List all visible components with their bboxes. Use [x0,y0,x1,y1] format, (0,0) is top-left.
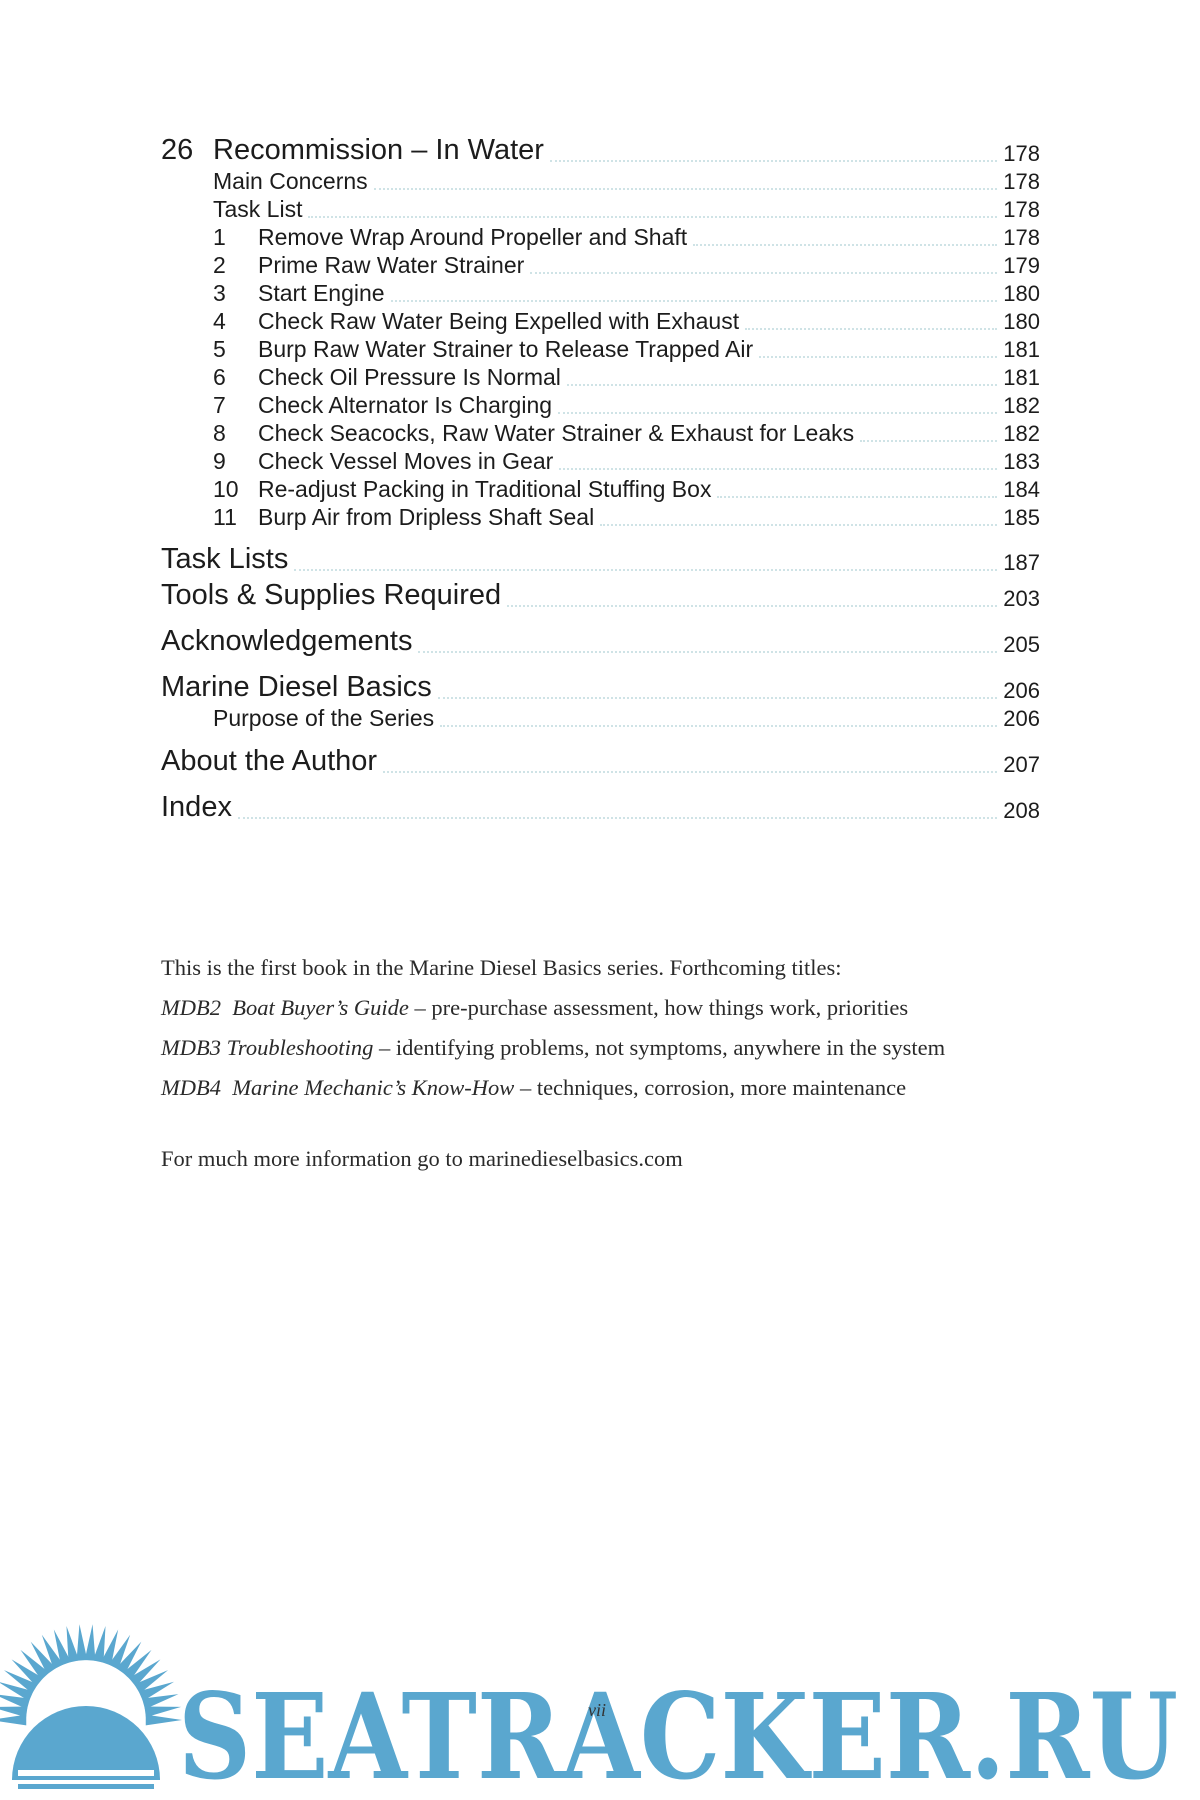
task-title-text: Check Alternator Is Charging [258,392,553,418]
toc-task-row[interactable] [161,307,1040,335]
dot-leader [391,299,998,302]
dot-leader [507,604,997,607]
toc-task-row[interactable] [161,419,1040,447]
series-title-mdb3 [161,1028,1061,1068]
page-number: 207 [1003,752,1040,777]
chapter-number: 26 [161,134,194,166]
chapter-title-text: Recommission – In Water [213,134,544,166]
toc-chapter-title [161,134,544,167]
series-announcement [161,948,1061,1108]
series-title-mdb4 [161,1068,1061,1108]
page-number: 179 [1003,253,1040,278]
task-number: 9 [213,448,226,474]
toc-purpose-of-series[interactable] [161,704,1040,732]
dot-leader [559,467,997,470]
toc-task-row[interactable] [161,363,1040,391]
task-title-text: Burp Raw Water Strainer to Release Trapped Air [258,336,754,362]
task-title [213,280,385,307]
task-title [213,504,594,531]
series-title-mdb2 [161,988,1061,1028]
dot-leader [418,650,997,653]
series-code: MDB4 [161,1075,221,1100]
page-number: 206 [1003,706,1040,731]
section-title: Task List [213,196,303,222]
page-number: 208 [1003,798,1040,823]
dot-leader [693,243,997,246]
page-number: 182 [1003,393,1040,418]
entry-title: About the Author [161,745,378,777]
task-number: 7 [213,392,226,418]
watermark-text: SEATRACKER.RU [178,1667,1178,1800]
series-name: Troubleshooting [226,1035,374,1060]
task-number: 11 [213,504,237,530]
series-code: MDB2 [161,995,221,1020]
dot-leader [383,770,997,773]
toc-task-row[interactable] [161,251,1040,279]
task-title-text: Remove Wrap Around Propeller and Shaft [258,224,688,250]
page-number: 180 [1003,281,1040,306]
dot-leader [238,816,997,819]
task-title-text: Burp Air from Dripless Shaft Seal [258,504,595,530]
series-intro: This is the first book in the Marine Diesel Basics series. Forthcoming titles: [161,955,842,980]
series-desc: – identifying problems, not symptoms, anywhere in the system [373,1035,946,1060]
toc-chapter-26[interactable] [161,132,1040,167]
task-title-text: Re-adjust Packing in Traditional Stuffing Box [258,476,712,502]
dot-leader [308,215,997,218]
section-title: Main Concerns [213,168,368,194]
page-number: 185 [1003,505,1040,530]
task-title [213,392,552,419]
task-title-text: Check Raw Water Being Expelled with Exhaust [258,308,740,334]
entry-title: Index [161,791,232,823]
dot-leader [600,523,997,526]
task-title-text: Check Oil Pressure Is Normal [258,364,561,390]
toc-task-row[interactable] [161,223,1040,251]
task-title [213,364,561,391]
page-number: 181 [1003,337,1040,362]
toc-task-row[interactable] [161,279,1040,307]
toc-acknowledgements[interactable] [161,622,1040,658]
dot-leader [745,327,997,330]
dot-leader [717,495,997,498]
task-title [213,336,753,363]
series-desc: – pre-purchase assessment, how things work, priorities [408,995,909,1020]
task-title [213,476,711,503]
sun-burst-icon [0,1624,182,1789]
dot-leader [530,271,997,274]
page-number: 178 [1003,169,1040,194]
page-number: 178 [1003,141,1040,166]
task-title [213,308,739,335]
page-number: 205 [1003,632,1040,657]
page-number: 203 [1003,586,1040,611]
task-number: 6 [213,364,226,390]
page-number: 181 [1003,365,1040,390]
task-title-text: Prime Raw Water Strainer [258,252,525,278]
entry-title: Task Lists [161,543,289,575]
entry-title: Acknowledgements [161,625,413,657]
page-number: 182 [1003,421,1040,446]
toc-task-row[interactable] [161,335,1040,363]
dot-leader [294,568,997,571]
task-number: 10 [213,476,239,502]
task-number: 4 [213,308,226,334]
page-folio: vii [588,1700,606,1720]
page-number: 184 [1003,477,1040,502]
toc-marine-diesel-basics[interactable] [161,668,1040,704]
page-number: 206 [1003,678,1040,703]
page-number: 187 [1003,550,1040,575]
task-title [213,448,553,475]
task-title [213,252,524,279]
dot-leader [440,724,997,727]
task-title-text: Start Engine [258,280,385,306]
page-number: 178 [1003,197,1040,222]
dot-leader [567,383,997,386]
series-name: Marine Mechanic’s Know-How [232,1075,515,1100]
dot-leader [374,187,998,190]
page-number: 178 [1003,225,1040,250]
dot-leader [860,439,997,442]
toc-about-author[interactable] [161,742,1040,778]
section-title: Purpose of the Series [213,705,435,731]
dot-leader [550,159,997,162]
table-of-contents [161,132,1040,824]
dot-leader [438,696,998,699]
toc-task-row[interactable] [161,503,1040,531]
series-name: Boat Buyer’s Guide [232,995,409,1020]
toc-task-row[interactable] [161,447,1040,475]
entry-title: Marine Diesel Basics [161,671,432,703]
task-title-text: Check Vessel Moves in Gear [258,448,554,474]
series-desc: – techniques, corrosion, more maintenance [514,1075,907,1100]
series-code: MDB3 [161,1035,221,1060]
toc-section-task-list[interactable] [161,195,1040,223]
toc-section-main-concerns[interactable] [161,167,1040,195]
task-title [213,224,687,251]
page-number: 180 [1003,309,1040,334]
page-number: 183 [1003,449,1040,474]
toc-tools-supplies[interactable] [161,576,1040,612]
task-title-text: Check Seacocks, Raw Water Strainer & Exhaust for Leaks [258,420,855,446]
task-number: 1 [213,224,226,250]
toc-index[interactable] [161,788,1040,824]
more-info-text: For much more information go to marinedieselbasics.com [161,1146,683,1171]
task-number: 8 [213,420,226,446]
toc-task-lists[interactable] [161,540,1040,576]
toc-task-row[interactable] [161,475,1040,503]
entry-title: Tools & Supplies Required [161,579,502,611]
toc-task-row[interactable] [161,391,1040,419]
task-number: 3 [213,280,226,306]
task-title [213,420,854,447]
task-number: 5 [213,336,226,362]
dot-leader [759,355,997,358]
dot-leader [558,411,997,414]
task-number: 2 [213,252,226,278]
